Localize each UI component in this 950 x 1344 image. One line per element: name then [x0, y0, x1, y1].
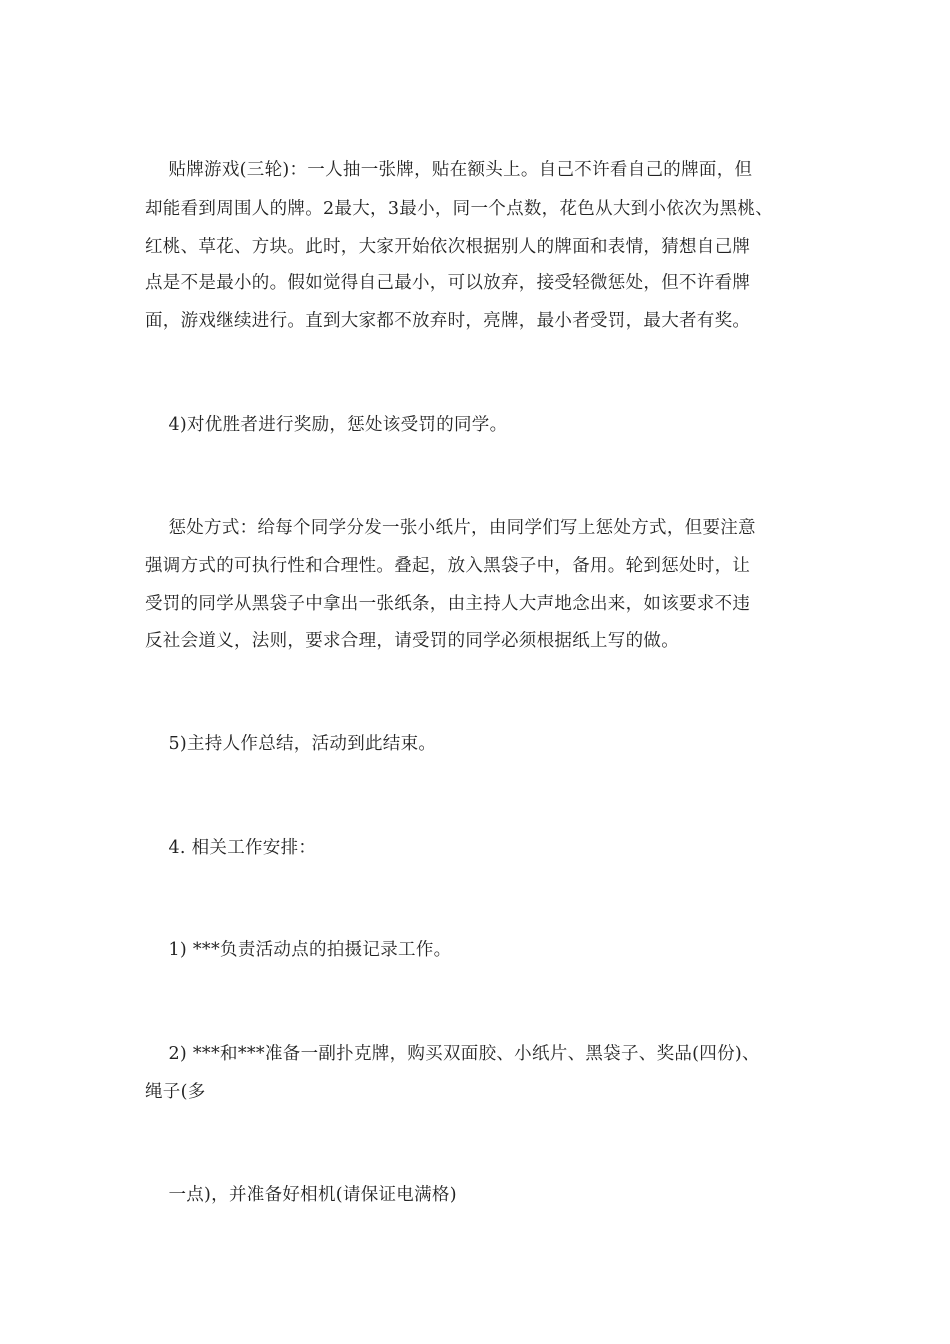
list-item: 2) ***和***准备一副扑克牌，购买双面胶、小纸片、黑袋子、奖品(四份)、 — [145, 1044, 760, 1064]
paragraph-line: 贴牌游戏(三轮)：一人抽一张牌，贴在额头上。自己不许看自己的牌面，但 — [145, 160, 753, 180]
paragraph-line: 4)对优胜者进行奖励，惩处该受罚的同学。 — [145, 415, 508, 435]
paragraph-line: 惩处方式：给每个同学分发一张小纸片，由同学们写上惩处方式，但要注意 — [145, 518, 756, 538]
paragraph-line: 点是不是最小的。假如觉得自己最小，可以放弃，接受轻微惩处，但不许看牌 — [145, 273, 751, 293]
paragraph-line: 受罚的同学从黑袋子中拿出一张纸条，由主持人大声地念出来，如该要求不违 — [145, 594, 751, 614]
paragraph-line: 红桃、草花、方块。此时，大家开始依次根据别人的牌面和表情，猜想自己牌 — [145, 237, 751, 257]
list-item: 1) ***负责活动点的拍摄记录工作。 — [145, 940, 452, 960]
section-heading: 4. 相关工作安排： — [145, 838, 317, 858]
paragraph-line: 强调方式的可执行性和合理性。叠起，放入黑袋子中，备用。轮到惩处时，让 — [145, 556, 751, 576]
paragraph-line: 5)主持人作总结，活动到此结束。 — [145, 734, 437, 754]
paragraph-line: 绳子(多 — [145, 1082, 206, 1102]
paragraph-line: 面，游戏继续进行。直到大家都不放弃时，亮牌，最小者受罚，最大者有奖。 — [145, 311, 751, 331]
paragraph-line: 反社会道义，法则，要求合理，请受罚的同学必须根据纸上写的做。 — [145, 631, 679, 651]
paragraph-line: 却能看到周围人的牌。2最大，3最小，同一个点数，花色从大到小依次为黑桃、 — [145, 199, 774, 219]
paragraph-line: 一点)，并准备好相机(请保证电满格) — [145, 1185, 457, 1205]
